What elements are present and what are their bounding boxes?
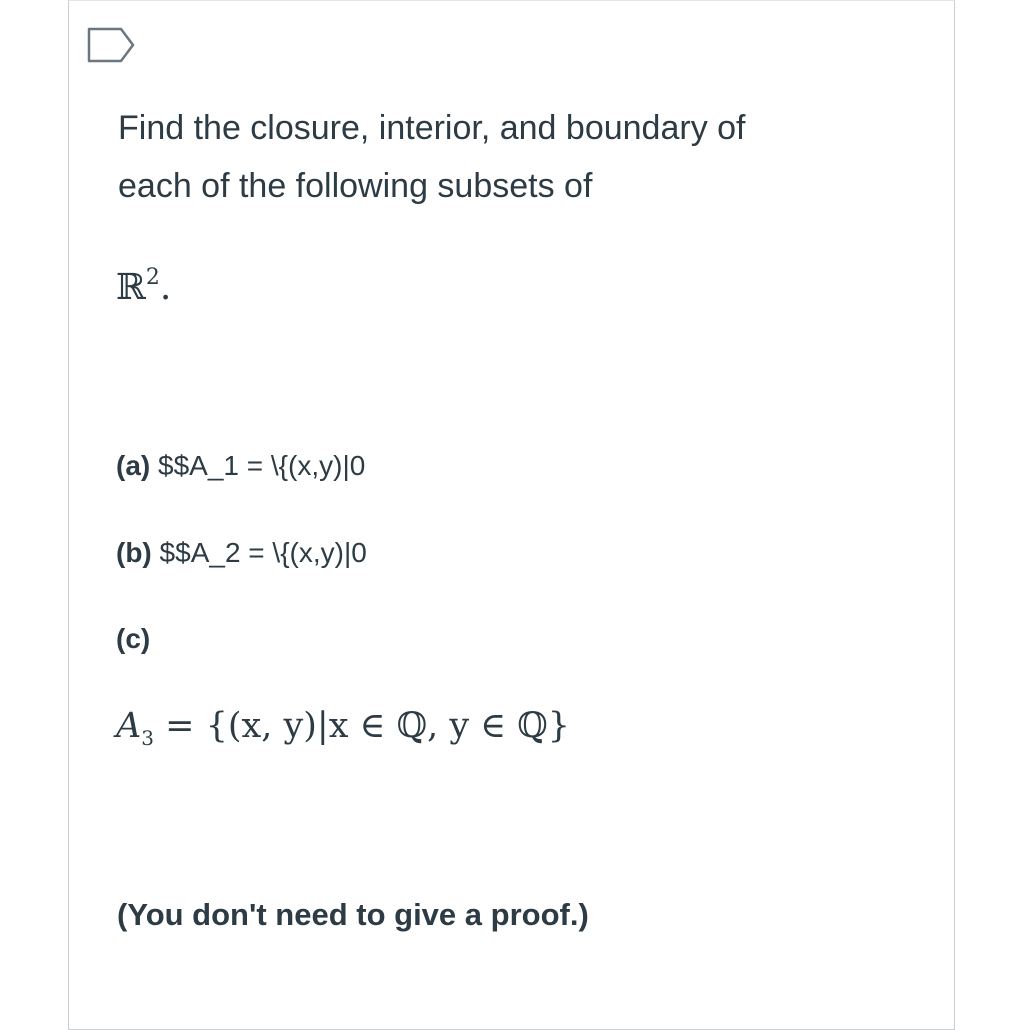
- part-b: [116, 535, 367, 571]
- real-exponent: 2: [145, 265, 160, 290]
- question-intro-line-1: Find the closure, interior, and boundary of: [118, 109, 746, 147]
- part-a-label: (a): [116, 450, 151, 481]
- question-card: [68, 0, 955, 1030]
- formula-a3-subscript: 3: [141, 726, 155, 750]
- formula-a3: [116, 703, 570, 761]
- question-intro-line-2: each of the following subsets of: [118, 167, 593, 205]
- proof-note: (You don't need to give a proof.): [117, 897, 589, 932]
- real-period: .: [159, 267, 172, 308]
- real-plane-symbol: [116, 258, 171, 310]
- part-b-text: $$A_2 = \{(x,y)|0: [159, 537, 367, 568]
- part-a: [116, 448, 365, 484]
- real-symbol: ℝ: [116, 267, 146, 308]
- part-b-label: (b): [116, 537, 152, 568]
- flag-outline-icon[interactable]: [87, 27, 137, 63]
- formula-a3-expression: = {(x, y)|x ∈ ℚ, y ∈ ℚ}: [154, 706, 571, 746]
- part-a-text: $$A_1 = \{(x,y)|0: [158, 450, 366, 481]
- part-c-label: (c): [116, 623, 151, 654]
- part-c: [116, 621, 150, 657]
- formula-a3-set-name: A: [116, 706, 142, 746]
